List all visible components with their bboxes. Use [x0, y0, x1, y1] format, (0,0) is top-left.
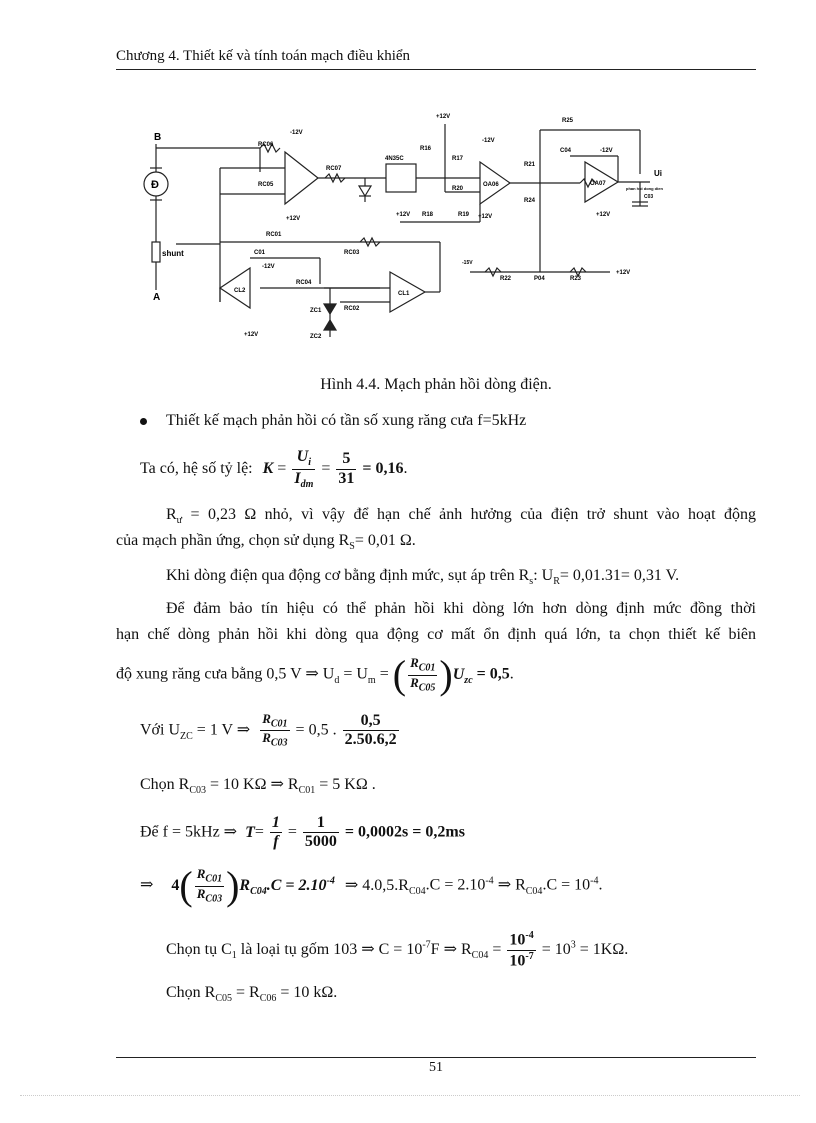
fig-label-R19: R19	[458, 212, 470, 218]
fig-label-RC04: RC04	[296, 280, 312, 286]
fig-label-R17: R17	[452, 156, 464, 162]
one-over-5000: $\frac{1}{5000}$	[304, 814, 337, 851]
K-symbol: K	[262, 459, 274, 477]
ui-over-idm: $\frac{U_i}{I_{dm}}$	[294, 448, 314, 490]
para-choose-rc03: Chọn $R_{C03} = 10$ KΩ ⇒ $R_{C01} = 5$ KΩ .	[140, 776, 376, 797]
rc01-over-rc05: $\frac{R_{C01}}{R_{C05}}$	[410, 655, 436, 694]
fig-label-R16: R16	[420, 146, 432, 152]
fig-label-ZC1: ZC1	[310, 308, 322, 314]
fig-label-m15: -15V	[462, 260, 473, 266]
fig-label-p12-g: +12V	[616, 270, 631, 276]
fig-label-ZC2: ZC2	[310, 334, 322, 340]
feedback-circuit-diagram	[140, 112, 670, 352]
rc01-over-rc03-b: $\frac{R_{C01}}{R_{C03}}$	[196, 866, 223, 905]
fig-label-opto: 4N35C	[385, 156, 404, 162]
one-over-f: $\frac{1}{f}$	[271, 814, 280, 851]
footer-rule	[116, 1057, 756, 1058]
page-number: 51	[429, 1060, 443, 1075]
para-rc04: ⇒ 4( $\frac{R_{C01}}{R_{C03}}$ )$R_{C04}.C = 2.10^{-4}$ ⇒ $4.0,5.R_{C04}.C = 2.10^{-4}$ ⇒ $R_{C04}.C = 10^{-4}$.	[140, 863, 603, 908]
fig-label-RC07: RC07	[326, 166, 342, 172]
five-over-31: $\frac{5}{31}$	[338, 450, 355, 487]
fig-label-p12-e: +12V	[596, 212, 611, 218]
fig-label-OA06: OA06	[483, 182, 499, 188]
fig-label-R18: R18	[422, 212, 434, 218]
ratio-powers: $\frac{10^{-4}}{10^{-7}}$	[509, 930, 534, 970]
para-amp-line3: độ xung răng cưa bằng 0,5 V ⇒ $U_d = U_m$ = ( $\frac{R_{C01}}{R_{C05}}$ )$U_{zc} = 0,5$.	[116, 652, 514, 697]
running-header: Chương 4. Thiết kế và tính toán mạch điều khiển	[116, 48, 411, 64]
para-period: Để f = 5kHz ⇒ T= $\frac{1}{f}$ = $\frac{1}{5000}$ = 0,0002s = 0,2ms	[140, 814, 465, 851]
fig-label-C03: C03	[644, 194, 654, 200]
fig-label-shunt: shunt	[162, 249, 184, 258]
para-rc05: Chọn $R_{C05} = R_{C06} = 10$ kΩ.	[166, 984, 338, 1005]
fig-label-R25: R25	[562, 118, 574, 124]
fig-label-R24: R24	[524, 198, 536, 204]
fig-label-CL2: CL2	[234, 288, 246, 294]
fig-label-m12-d: -12V	[262, 264, 275, 270]
rc01-over-rc03: $\frac{R_{C01}}{R_{C03}}$	[262, 711, 288, 749]
fig-label-motor: Đ	[151, 179, 159, 191]
para-ru-line2: của mạch phần ứng, chọn sử dụng $R_S= 0,01$ Ω.	[116, 532, 416, 553]
figure-caption: Hình 4.4. Mạch phản hồi dòng điện.	[320, 376, 552, 393]
fig-label-feedback: phan hoi dong dien	[626, 186, 663, 191]
fig-label-p12-c: +12V	[478, 214, 493, 220]
bullet-text: Thiết kế mạch phản hồi có tần số xung răng cưa f=5kHz	[166, 412, 527, 429]
fig-label-Ui: Ui	[654, 169, 662, 178]
fig-label-RC02: RC02	[344, 306, 360, 312]
fig-label-m12-b: -12V	[482, 138, 495, 144]
fig-label-R22: R22	[500, 276, 512, 282]
half-over-value: $\frac{0,5}{2.50.6,2}$	[344, 712, 397, 749]
page-edge	[20, 1095, 800, 1096]
fig-label-m12-a: -12V	[290, 130, 303, 136]
fig-label-C04: C04	[560, 148, 572, 154]
fig-label-p12-f: +12V	[244, 332, 259, 338]
para-amp-line2: hạn chế dòng phản hồi khi dòng qua động cơ mất ổn định quá lớn, ta chọn thiết kế biên	[116, 626, 756, 643]
fig-label-R21: R21	[524, 162, 536, 168]
fig-label-p12-b: +12V	[436, 114, 451, 120]
ratio-intro: Ta có, hệ số tỷ lệ:	[140, 459, 253, 477]
fig-label-B: B	[154, 132, 162, 143]
fig-label-RC03: RC03	[344, 250, 360, 256]
fig-label-m12-c: -12V	[600, 148, 613, 154]
fig-label-R20: R20	[452, 186, 464, 192]
fig-label-P04: P04	[534, 276, 545, 282]
fig-label-RC01: RC01	[266, 232, 282, 238]
fig-label-A: A	[153, 292, 161, 303]
para-ru-line1: $R_ư = 0,23$ Ω nhỏ, vì vậy để hạn chế ảnh hưởng của điện trở shunt vào hoạt động	[166, 506, 756, 527]
fig-label-R23: R23	[570, 276, 582, 282]
header-rule	[116, 69, 756, 70]
fig-label-C01: C01	[254, 250, 266, 256]
ratio-result: = 0,16	[362, 459, 404, 477]
fig-label-RC06: RC06	[258, 142, 274, 148]
para-amp-line1: Để đảm bảo tín hiệu có thể phản hồi khi dòng lớn hơn dòng định mức đồng thời	[166, 600, 756, 617]
para-capacitor: Chọn tụ $C_1$ là loại tụ gốm 103 ⇒ $C = 10^{-7}F$ ⇒ $R_{C04}$ = $\frac{10^{-4}}{10^{-7}}$ = $10^3 = 1K\Omega$.	[166, 930, 629, 970]
bullet-dot	[140, 418, 147, 425]
para-voltage-drop: Khi dòng điện qua động cơ bằng định mức, sụt áp trên $R_s$: $U_R= 0,01.31= 0,31$ V.	[166, 567, 680, 588]
para-uzc: Với $U_{ZC} = 1$ V ⇒ $\frac{R_{C01}}{R_{C03}}$ = 0,5 . $\frac{0,5}{2.50.6,2}$	[140, 711, 397, 749]
fig-label-CL1: CL1	[398, 291, 410, 297]
fig-label-p12-a: +12V	[286, 216, 301, 222]
fig-label-p12-d: +12V	[396, 212, 411, 218]
eq-sign: =	[277, 459, 287, 477]
fig-label-OA07: OA07	[590, 181, 606, 187]
fig-label-RC05: RC05	[258, 182, 274, 188]
ratio-equation: Ta có, hệ số tỷ lệ: K = $\frac{U_i}{I_{dm}}$ = $\frac{5}{31}$ = 0,16.	[140, 448, 408, 490]
